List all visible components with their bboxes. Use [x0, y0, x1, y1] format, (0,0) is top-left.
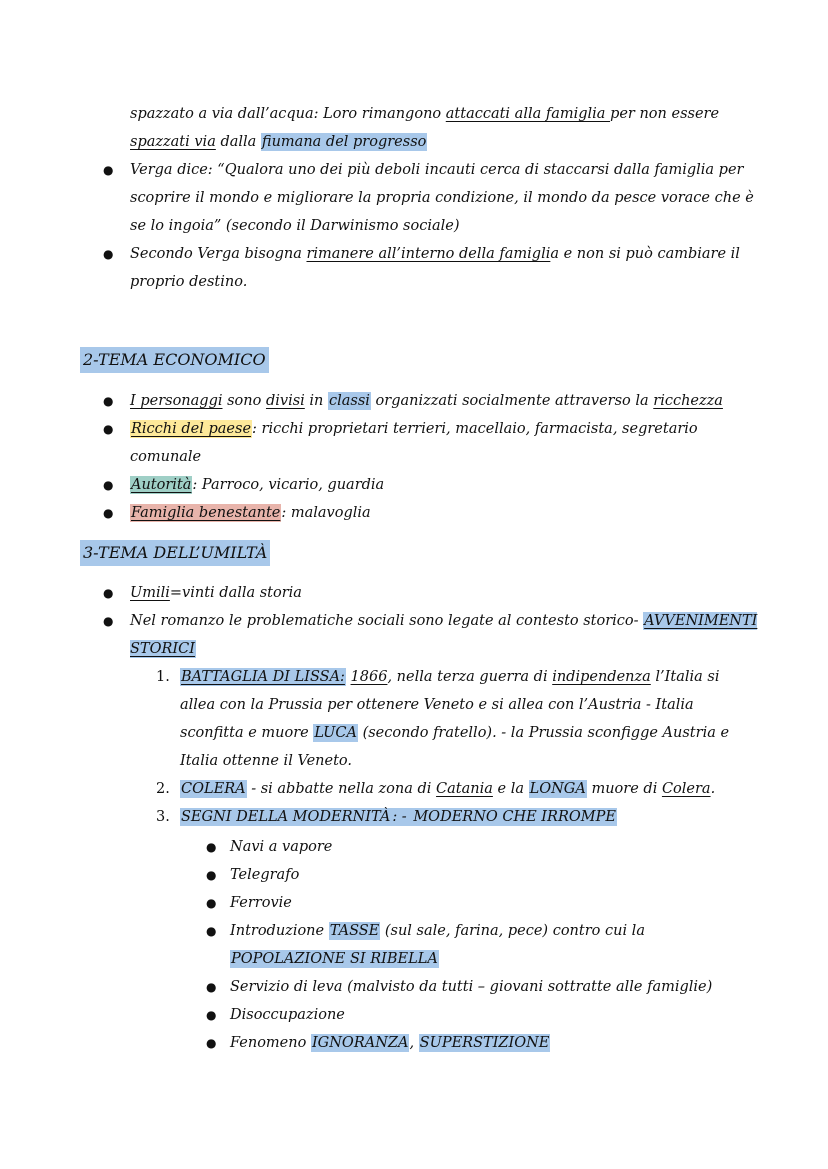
list-item [180, 917, 750, 973]
text: Nel romanzo le problematiche sociali sono legate al contesto storico- [130, 613, 644, 629]
intro-text-2: per non essere [610, 106, 720, 122]
text: Navi a vapore [230, 839, 333, 855]
list-item [80, 415, 760, 471]
text: Telegrafo [230, 867, 300, 883]
text: - si abbatte nella zona di [246, 781, 437, 797]
text: : ricchi proprietari terrieri, macellaio, farmacista, segretario comunale [130, 421, 698, 465]
highlight-longa: LONGA [529, 781, 586, 797]
text: Fenomeno [230, 1035, 311, 1051]
list-item [180, 973, 750, 1001]
text: Servizio di leva (malvisto da tutti – giovani sottratte alle famiglie) [230, 979, 713, 995]
text: (secondo fratello). - la Prussia sconfigge Austria e Italia ottenne il Veneto. [180, 725, 730, 769]
highlight-segni-della-modernita: SEGNI DELLA MODERNITÀ [181, 809, 391, 825]
list-item [80, 156, 760, 240]
text: Introduzione [230, 923, 329, 939]
list-item [80, 579, 760, 607]
text: , [409, 1035, 419, 1051]
underline-catania: Catania [436, 781, 493, 797]
verga-quote: Verga dice: “Qualora uno dei più deboli incauti cerca di staccarsi dalla famiglia per scoprire il mondo e migliorare la propria condizione, il mondo da pesce vorace che è se lo ingoia” (secondo il Darwinismo sociale) [130, 162, 754, 234]
underline-umili: Umili [130, 585, 170, 601]
bullet-text: Secondo Verga bisogna [130, 246, 307, 262]
intro-underline-spazzati: spazzati via [130, 134, 216, 150]
bullet-text-2: a e non si può cambiare il proprio destino. [130, 246, 740, 290]
list-item [80, 499, 760, 527]
highlight-ignoranza: IGNORANZA [311, 1035, 409, 1051]
text: organizzati socialmente attraverso la [370, 393, 654, 409]
highlight-moderno-che-irrompe: MODERNO CHE IRROMPE [413, 809, 616, 825]
intro-underline-famiglia: attaccati alla famiglia [445, 106, 611, 122]
list-item [80, 240, 760, 296]
text: =vinti dalla storia [169, 585, 302, 601]
text: : malavoglia [281, 505, 371, 521]
intro-paragraph [130, 100, 770, 156]
list-item [80, 471, 760, 499]
list-item [180, 1029, 750, 1057]
list-item [180, 889, 750, 917]
highlight-fiumana: fiumana del progresso [261, 134, 427, 150]
text: e la [492, 781, 529, 797]
highlight-luca: LUCA [314, 725, 357, 741]
text: , nella terza guerra di [387, 669, 553, 685]
underline-indipendenza: indipendenza [552, 669, 651, 685]
highlight-battaglia-di-lissa: BATTAGLIA DI LISSA: [181, 669, 345, 685]
highlight-popolazione-si-ribella: POPOLAZIONE SI RIBELLA [231, 951, 438, 967]
list-item-segni-modernita [130, 803, 750, 831]
text: muore di [586, 781, 662, 797]
list-number: 2. [156, 781, 170, 797]
heading-tema-umilta: 3-TEMA DELL’UMILTÀ [80, 540, 270, 566]
highlight-colera: COLERA [181, 781, 246, 797]
text: l’Italia si allea con la Prussia per ottenere Veneto e si allea con l’Austria - Italia sconfitta e muore [180, 669, 720, 741]
intro-text: spazzato a via dall’acqua: Loro rimangono [130, 106, 446, 122]
text: (sul sale, farina, pece) contro cui la [380, 923, 645, 939]
underline-famiglia: rimanere all’interno della famigli [306, 246, 551, 262]
list-item [180, 1001, 750, 1029]
intro-text-3: dalla [215, 134, 261, 150]
text: in [304, 393, 328, 409]
text: Ferrovie [230, 895, 292, 911]
list-number: 3. [156, 809, 170, 825]
underline-divisi: divisi [265, 393, 305, 409]
text: sono [222, 393, 266, 409]
list-number: 1. [156, 669, 170, 685]
underline-ricchezza: ricchezza [653, 393, 723, 409]
section1-bullet-list [80, 156, 760, 296]
list-item-colera [130, 775, 750, 803]
section3-bullet-list [80, 579, 760, 663]
highlight-avvenimenti-storici: AVVENIMENTI STORICI [130, 613, 758, 657]
text: Disoccupazione [230, 1007, 345, 1023]
list-item [80, 607, 760, 663]
text: : Parroco, vicario, guardia [192, 477, 385, 493]
underline-1866: 1866 [350, 669, 388, 685]
text: . [710, 781, 716, 797]
numbered-list [130, 663, 750, 831]
highlight-classi: classi [329, 393, 370, 409]
list-item-battaglia [130, 663, 750, 775]
highlight-famiglia-benestante: Famiglia benestante [131, 505, 281, 521]
list-item [180, 833, 750, 861]
highlight-ricchi-del-paese: Ricchi del paese [131, 421, 252, 437]
list-item [80, 387, 760, 415]
modernity-sub-list [180, 833, 750, 1057]
section2-bullet-list [80, 387, 760, 527]
highlight-autorita: Autorità [131, 477, 192, 493]
highlight-tasse: TASSE [329, 923, 380, 939]
heading-tema-economico: 2-TEMA ECONOMICO [80, 347, 269, 373]
list-item [180, 861, 750, 889]
text: : - [392, 809, 412, 825]
underline-personaggi: I personaggi [130, 393, 223, 409]
underline-colera: Colera [661, 781, 711, 797]
highlight-superstizione: SUPERSTIZIONE [419, 1035, 550, 1051]
